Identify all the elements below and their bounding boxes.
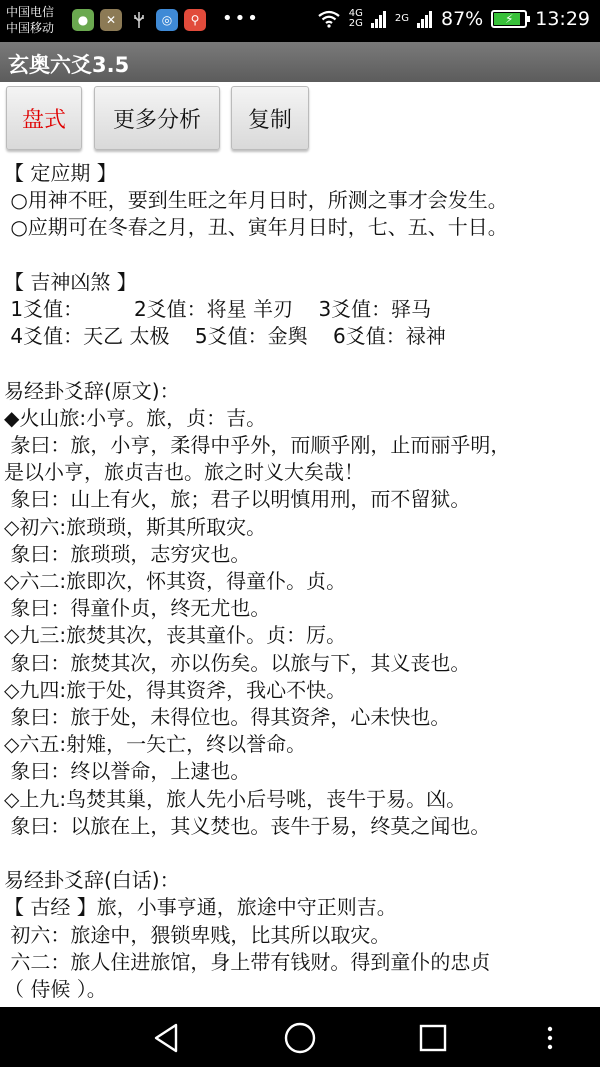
app-title-bar bbox=[0, 42, 600, 82]
signal-icon bbox=[371, 10, 387, 28]
text-line: ○用神不旺，要到生旺之年月日时，所测之事才会发生。 bbox=[4, 188, 508, 213]
result-text-area[interactable] bbox=[4, 160, 598, 1006]
status-bar bbox=[0, 0, 600, 42]
text-line: 象曰：终以誉命，上逮也。 bbox=[4, 759, 251, 784]
text-line: 易经卦爻辞(白话)： bbox=[4, 868, 180, 893]
clock: 13:29 bbox=[535, 8, 590, 30]
recents-icon[interactable] bbox=[416, 1021, 450, 1055]
text-line: ○应期可在冬春之月，丑、寅年月日时，七、五、十日。 bbox=[4, 215, 508, 240]
text-line: ◇六五:射雉，一矢亡，终以誉命。 bbox=[4, 732, 307, 757]
usb-icon bbox=[128, 9, 150, 31]
signal-icon-2 bbox=[417, 10, 433, 28]
text-line: 象曰：山上有火，旅；君子以明慎用刑，而不留狱。 bbox=[4, 487, 471, 512]
text-line: 初六：旅途中，猥锁卑贱，比其所以取灾。 bbox=[4, 922, 391, 947]
text-line: 象曰：旅于处，未得位也。得其资斧，心未快也。 bbox=[4, 705, 451, 730]
text-line: ◇六二:旅即次，怀其资，得童仆。贞。 bbox=[4, 569, 347, 594]
text-line: 【 吉神凶煞 】 bbox=[4, 269, 137, 294]
network-type-1: 4G 2G bbox=[348, 8, 363, 29]
text-line: ◇初六:旅琐琐，斯其所取灾。 bbox=[4, 514, 267, 539]
location-app-icon: ⚲ bbox=[184, 9, 206, 31]
battery-percent: 87% bbox=[441, 8, 484, 30]
app-title: 玄奥六爻3.5 bbox=[8, 53, 130, 77]
home-icon[interactable] bbox=[283, 1021, 317, 1055]
text-line: 彖曰：旅，小亨，柔得中乎外，而顺乎刚，止而丽乎明， bbox=[4, 433, 511, 457]
text-line: 【 古经 】旅，小事亨通，旅途中守正则吉。 bbox=[4, 895, 397, 920]
more-analysis-button[interactable]: 更多分析 bbox=[94, 86, 220, 150]
notification-icons bbox=[72, 9, 206, 31]
text-line: 六二：旅人住进旅馆，身上带有钱财。得到童仆的忠贞 bbox=[4, 949, 491, 974]
status-right bbox=[317, 8, 590, 30]
app-icon-3: ◎ bbox=[156, 9, 178, 31]
battery-icon bbox=[491, 10, 527, 28]
navigation-bar bbox=[0, 1007, 600, 1067]
app-icon-1: ● bbox=[72, 9, 94, 31]
text-line bbox=[4, 350, 598, 377]
app-icon-2: ✕ bbox=[100, 9, 122, 31]
text-line: （ 侍候 ）。 bbox=[4, 977, 107, 1002]
text-line: 4爻值：天乙 太极 5爻值：金舆 6爻值：禄神 bbox=[4, 324, 446, 349]
carrier-2: 中国移动 bbox=[6, 21, 55, 35]
text-line: ◇九三:旅焚其次，丧其童仆。贞：厉。 bbox=[4, 623, 347, 648]
panshi-button[interactable]: 盘式 bbox=[6, 86, 82, 150]
more-notifications-icon: ••• bbox=[222, 8, 260, 29]
text-line bbox=[4, 242, 598, 269]
text-line: ◇上九:鸟焚其巢，旅人先小后号咷，丧牛于易。凶。 bbox=[4, 786, 467, 811]
text-line: 象曰：得童仆贞，终无尤也。 bbox=[4, 596, 271, 621]
back-icon[interactable] bbox=[150, 1021, 184, 1055]
text-line: 【 定应期 】 bbox=[4, 161, 117, 185]
carrier-1: 中国电信 bbox=[6, 5, 55, 19]
text-line bbox=[4, 840, 598, 867]
text-line: 1爻值： 2爻值：将星 羊刃 3爻值：驿马 bbox=[4, 297, 432, 321]
text-line: 象曰：以旅在上，其义焚也。丧牛于易，终莫之闻也。 bbox=[4, 813, 491, 838]
network-type-2: 2G bbox=[394, 13, 409, 24]
toolbar bbox=[0, 82, 600, 154]
charging-icon: ⚡ bbox=[505, 12, 514, 26]
text-line: ◇九四:旅于处，得其资斧，我心不快。 bbox=[4, 677, 347, 702]
wifi-icon bbox=[317, 10, 341, 28]
text-line: 易经卦爻辞(原文)： bbox=[4, 378, 180, 403]
copy-button[interactable]: 复制 bbox=[231, 86, 309, 150]
text-line: 是以小亨，旅贞吉也。旅之时义大矣哉！ bbox=[4, 460, 364, 485]
menu-icon[interactable] bbox=[533, 1021, 567, 1055]
text-line: 象曰：旅焚其次，亦以伤矣。以旅与下，其义丧也。 bbox=[4, 650, 471, 675]
carrier-info bbox=[6, 4, 54, 36]
text-line: ◆火山旅:小亨。旅，贞：吉。 bbox=[4, 405, 267, 430]
text-line: 象曰：旅琐琐，志穷灾也。 bbox=[4, 541, 251, 566]
